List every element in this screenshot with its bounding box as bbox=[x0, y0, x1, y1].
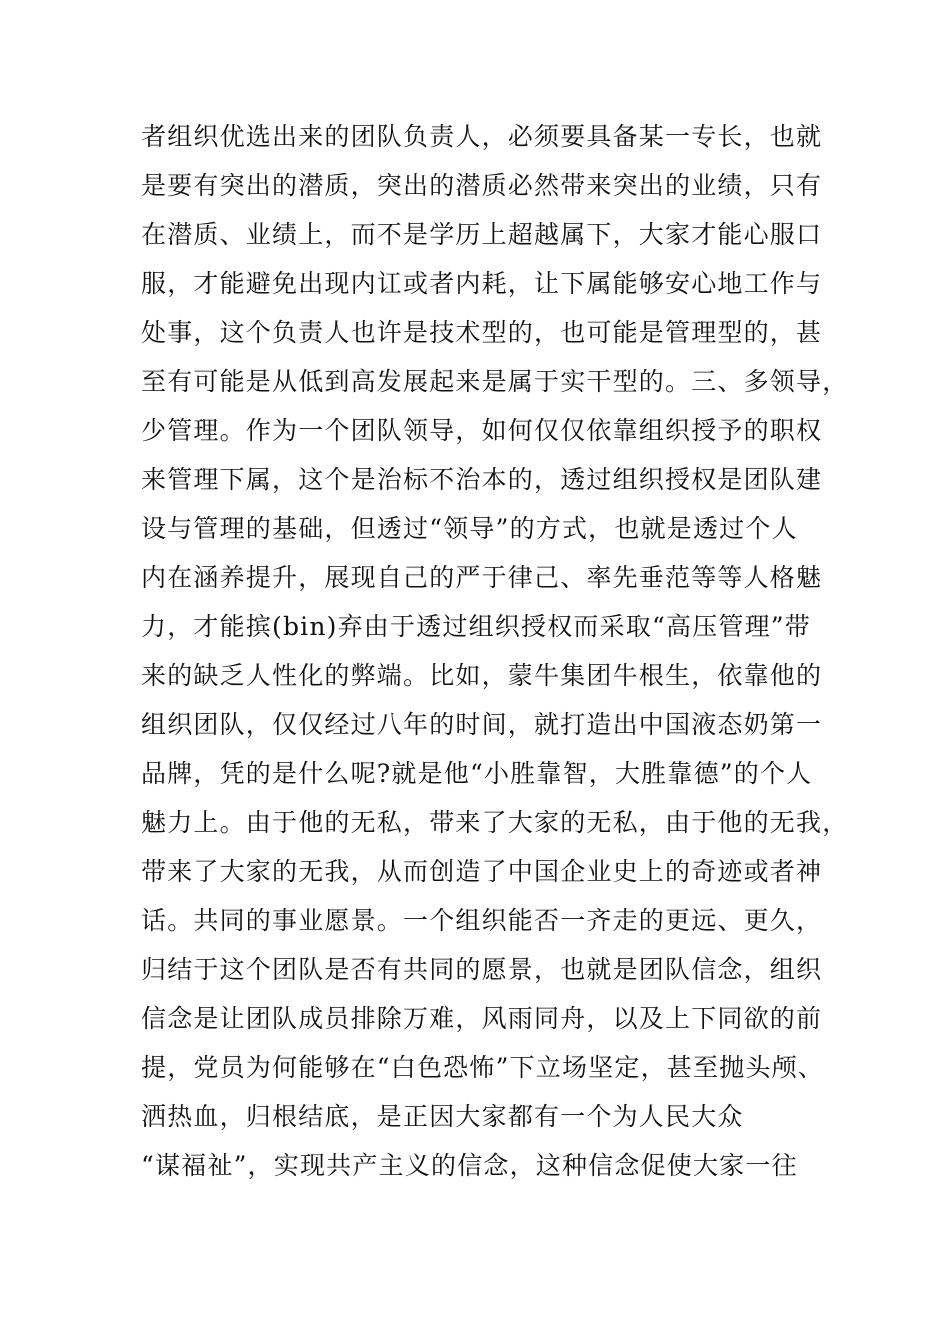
text-line: 服，才能避免出现内讧或者内耗，让下属能够安心地工作与 bbox=[141, 269, 823, 298]
text-line: 者组织优选出来的团队负责人，必须要具备某一专长，也就 bbox=[141, 122, 823, 151]
text-line: 信念是让团队成员排除万难，风雨同舟，以及上下同欲的前 bbox=[141, 1004, 823, 1033]
text-line: 洒热血，归根结底，是正因大家都有一个为人民大众 bbox=[141, 1102, 744, 1131]
text-line: 设与管理的基础，但透过“领导”的方式，也就是透过个人 bbox=[141, 514, 798, 543]
text-line: 内在涵养提升，展现自己的严于律己、率先垂范等等人格魅 bbox=[141, 563, 823, 592]
text-line: 来管理下属，这个是治标不治本的，透过组织授权是团队建 bbox=[141, 465, 823, 494]
text-line: 是要有突出的潜质，突出的潜质必然带来突出的业绩，只有 bbox=[141, 171, 823, 200]
text-line: 组织团队，仅仅经过八年的时间，就打造出中国液态奶第一 bbox=[141, 710, 823, 739]
text-line: 魅力上。由于他的无私，带来了大家的无私，由于他的无我， bbox=[141, 808, 849, 837]
text-line: 少管理。作为一个团队领导，如何仅仅依靠组织授予的职权 bbox=[141, 416, 823, 445]
text-line: 话。共同的事业愿景。一个组织能否一齐走的更远、更久， bbox=[141, 906, 823, 935]
text-line: 力，才能摈(bin)弃由于透过组织授权而采取“高压管理”带 bbox=[141, 612, 811, 641]
text-line: 处事，这个负责人也许是技术型的，也可能是管理型的，甚 bbox=[141, 318, 823, 347]
text-line: “谋福祉”，实现共产主义的信念，这种信念促使大家一往 bbox=[141, 1151, 798, 1180]
body-text bbox=[141, 112, 849, 1190]
text-line: 在潜质、业绩上，而不是学历上超越属下，大家才能心服口 bbox=[141, 220, 823, 249]
text-line: 带来了大家的无我，从而创造了中国企业史上的奇迹或者神 bbox=[141, 857, 823, 886]
text-line: 至有可能是从低到高发展起来是属于实干型的。三、多领导， bbox=[141, 367, 849, 396]
text-line: 提，党员为何能够在“白色恐怖”下立场坚定，甚至抛头颅、 bbox=[141, 1053, 824, 1082]
text-line: 归结于这个团队是否有共同的愿景，也就是团队信念，组织 bbox=[141, 955, 823, 984]
text-line: 品牌，凭的是什么呢?就是他“小胜靠智，大胜靠德”的个人 bbox=[141, 759, 813, 788]
text-line: 来的缺乏人性化的弊端。比如，蒙牛集团牛根生，依靠他的 bbox=[141, 661, 823, 690]
